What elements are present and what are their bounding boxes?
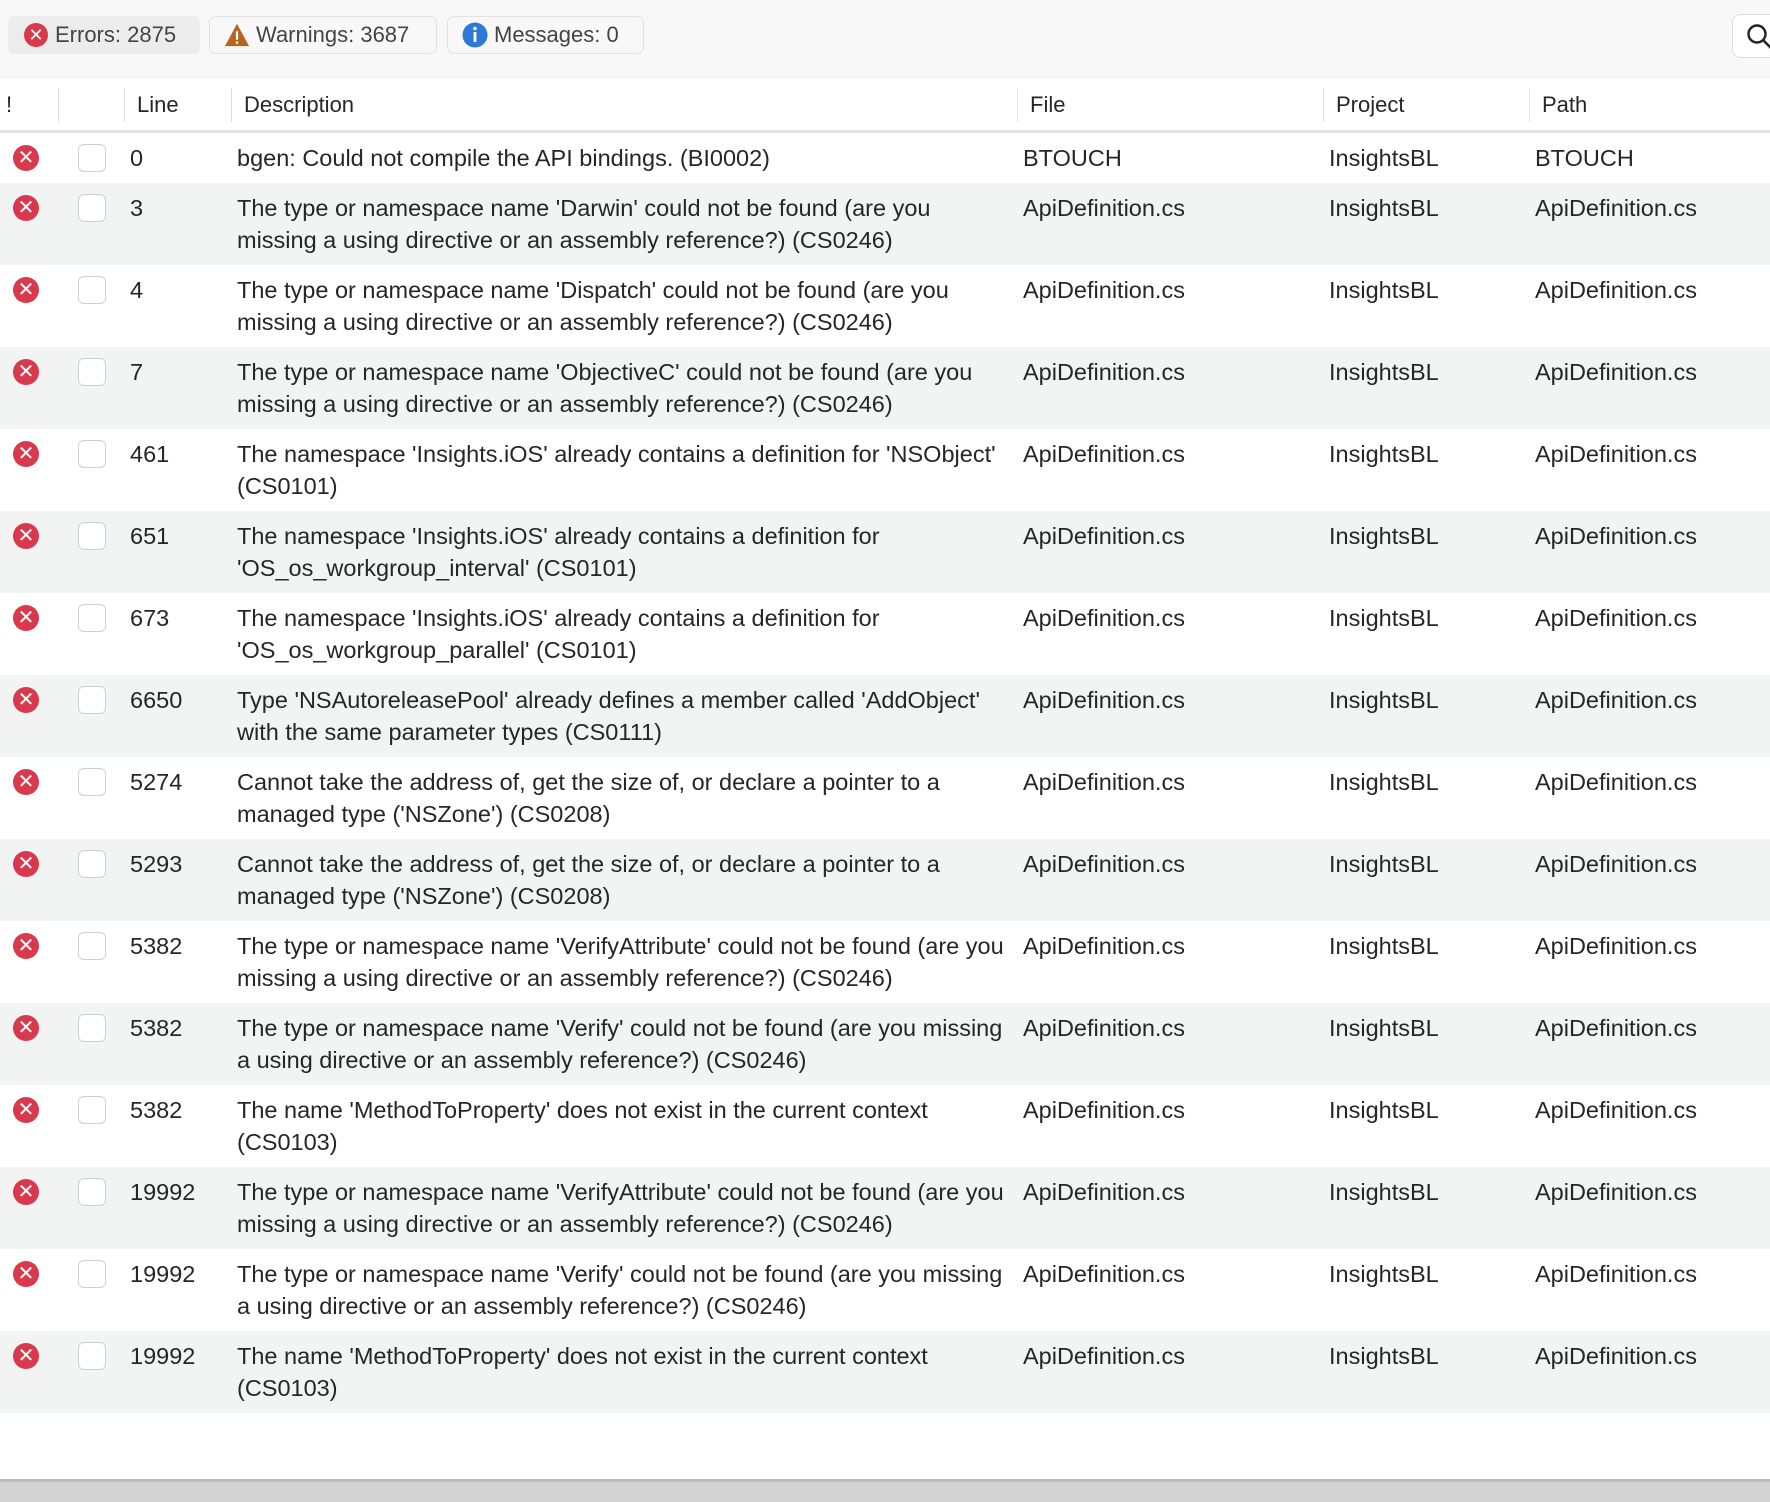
- description-cell: The namespace 'Insights.iOS' already contains a definition for 'NSObject' (CS0101): [237, 441, 996, 499]
- project-cell: InsightsBL: [1329, 1097, 1439, 1123]
- file-cell: ApiDefinition.cs: [1023, 1179, 1185, 1205]
- description-cell: The type or namespace name 'Dispatch' could not be found (are you missing a using directive or an assembly reference?) (CS0246): [237, 277, 949, 335]
- error-icon: ✕: [13, 687, 39, 713]
- project-cell: InsightsBL: [1329, 277, 1439, 303]
- line-cell: 5293: [130, 851, 183, 877]
- file-cell: ApiDefinition.cs: [1023, 1015, 1185, 1041]
- column-header-severity[interactable]: !: [6, 91, 13, 117]
- path-cell: ApiDefinition.cs: [1535, 1261, 1697, 1287]
- line-cell: 673: [130, 605, 170, 631]
- error-icon: ✕: [13, 769, 39, 795]
- row-checkbox[interactable]: [78, 1260, 106, 1288]
- error-icon: ✕: [13, 441, 39, 467]
- line-cell: 5382: [130, 1015, 183, 1041]
- row-checkbox[interactable]: [78, 358, 106, 386]
- error-icon: ✕: [13, 1097, 39, 1123]
- file-cell: BTOUCH: [1023, 145, 1122, 171]
- checkbox-cell: [58, 848, 124, 912]
- search-button[interactable]: [1732, 14, 1770, 58]
- table-row[interactable]: [0, 757, 1770, 839]
- path-cell: ApiDefinition.cs: [1535, 687, 1697, 713]
- column-header-file[interactable]: File: [1017, 88, 1323, 122]
- checkbox-cell: [58, 274, 124, 338]
- checkbox-cell: [58, 684, 124, 748]
- table-row[interactable]: [0, 1331, 1770, 1413]
- file-cell: ApiDefinition.cs: [1023, 1097, 1185, 1123]
- table-row[interactable]: [0, 1085, 1770, 1167]
- line-cell: 4: [130, 277, 144, 303]
- row-checkbox[interactable]: [78, 194, 106, 222]
- file-cell: ApiDefinition.cs: [1023, 195, 1185, 221]
- error-icon: ✕: [13, 851, 39, 877]
- project-cell: InsightsBL: [1329, 1015, 1439, 1041]
- info-icon: [462, 22, 488, 48]
- horizontal-scrollbar[interactable]: [0, 1479, 1770, 1502]
- line-cell: 461: [130, 441, 170, 467]
- project-cell: InsightsBL: [1329, 359, 1439, 385]
- project-cell: InsightsBL: [1329, 1261, 1439, 1287]
- checkbox-cell: [58, 1258, 124, 1322]
- error-icon: ✕: [13, 277, 39, 303]
- line-cell: 5274: [130, 769, 183, 795]
- description-cell: The type or namespace name 'VerifyAttribute' could not be found (are you missing a using directive or an assembly reference?) (CS0246): [237, 1179, 1004, 1237]
- row-checkbox[interactable]: [78, 932, 106, 960]
- severity-cell: [0, 520, 58, 584]
- checkbox-cell: [58, 356, 124, 420]
- severity-cell: [0, 274, 58, 338]
- checkbox-cell: [58, 1094, 124, 1158]
- row-checkbox[interactable]: [78, 1014, 106, 1042]
- row-checkbox[interactable]: [78, 604, 106, 632]
- file-cell: ApiDefinition.cs: [1023, 277, 1185, 303]
- project-cell: InsightsBL: [1329, 687, 1439, 713]
- error-icon: ✕: [13, 359, 39, 385]
- row-checkbox[interactable]: [78, 768, 106, 796]
- severity-cell: [0, 602, 58, 666]
- line-cell: 651: [130, 523, 170, 549]
- path-cell: ApiDefinition.cs: [1535, 1097, 1697, 1123]
- severity-cell: [0, 192, 58, 256]
- severity-cell: [0, 766, 58, 830]
- line-cell: 5382: [130, 933, 183, 959]
- file-cell: ApiDefinition.cs: [1023, 933, 1185, 959]
- checkbox-cell: [58, 520, 124, 584]
- description-cell: The type or namespace name 'Verify' could not be found (are you missing a using directive or an assembly reference?) (CS0246): [237, 1261, 1003, 1319]
- errors-count: Errors: 2875: [55, 22, 177, 47]
- severity-cell: [0, 438, 58, 502]
- description-cell: Cannot take the address of, get the size of, or declare a pointer to a managed type ('NSZone') (CS0208): [237, 769, 940, 827]
- error-icon: ✕: [13, 1015, 39, 1041]
- error-icon: ✕: [13, 1179, 39, 1205]
- table-row[interactable]: [0, 675, 1770, 757]
- checkbox-cell: [58, 930, 124, 994]
- severity-cell: [0, 356, 58, 420]
- description-cell: Type 'NSAutoreleasePool' already defines a member called 'AddObject' with the same parameter types (CS0111): [237, 687, 980, 745]
- description-cell: The type or namespace name 'ObjectiveC' could not be found (are you missing a using directive or an assembly reference?) (CS0246): [237, 359, 973, 417]
- file-cell: ApiDefinition.cs: [1023, 1343, 1185, 1369]
- file-cell: ApiDefinition.cs: [1023, 687, 1185, 713]
- row-checkbox[interactable]: [78, 1096, 106, 1124]
- error-table-body: [0, 133, 1770, 1413]
- error-icon: ✕: [13, 1343, 39, 1369]
- row-checkbox[interactable]: [78, 850, 106, 878]
- search-icon: [1745, 22, 1770, 52]
- path-cell: ApiDefinition.cs: [1535, 441, 1697, 467]
- file-cell: ApiDefinition.cs: [1023, 769, 1185, 795]
- column-header-checkbox[interactable]: [58, 88, 124, 122]
- file-cell: ApiDefinition.cs: [1023, 359, 1185, 385]
- project-cell: InsightsBL: [1329, 851, 1439, 877]
- table-row[interactable]: [0, 429, 1770, 511]
- path-cell: ApiDefinition.cs: [1535, 769, 1697, 795]
- error-icon: ✕: [13, 145, 39, 171]
- project-cell: InsightsBL: [1329, 769, 1439, 795]
- description-cell: The name 'MethodToProperty' does not exist in the current context (CS0103): [237, 1343, 928, 1401]
- project-cell: InsightsBL: [1329, 1179, 1439, 1205]
- path-cell: ApiDefinition.cs: [1535, 1343, 1697, 1369]
- path-cell: ApiDefinition.cs: [1535, 605, 1697, 631]
- description-cell: The type or namespace name 'Darwin' could not be found (are you missing a using directive or an assembly reference?) (CS0246): [237, 195, 931, 253]
- line-cell: 6650: [130, 687, 183, 713]
- file-cell: ApiDefinition.cs: [1023, 1261, 1185, 1287]
- description-cell: The type or namespace name 'Verify' could not be found (are you missing a using directive or an assembly reference?) (CS0246): [237, 1015, 1003, 1073]
- table-row[interactable]: [0, 1003, 1770, 1085]
- path-cell: ApiDefinition.cs: [1535, 851, 1697, 877]
- table-header: [0, 79, 1770, 133]
- checkbox-cell: [58, 1012, 124, 1076]
- severity-cell: [0, 142, 58, 174]
- error-list-toolbar: [0, 0, 1770, 79]
- severity-cell: [0, 1258, 58, 1322]
- warnings-count: Warnings: 3687: [256, 22, 410, 47]
- severity-cell: [0, 684, 58, 748]
- checkbox-cell: [58, 766, 124, 830]
- severity-cell: [0, 930, 58, 994]
- description-cell: The name 'MethodToProperty' does not exist in the current context (CS0103): [237, 1097, 928, 1155]
- project-cell: InsightsBL: [1329, 523, 1439, 549]
- path-cell: ApiDefinition.cs: [1535, 195, 1697, 221]
- table-row[interactable]: [0, 593, 1770, 675]
- column-header-description[interactable]: Description: [231, 88, 1017, 122]
- severity-cell: [0, 848, 58, 912]
- line-cell: 7: [130, 359, 144, 385]
- checkbox-cell: [58, 602, 124, 666]
- table-row[interactable]: [0, 347, 1770, 429]
- description-cell: The namespace 'Insights.iOS' already contains a definition for 'OS_os_workgroup_parallel' (CS0101): [237, 605, 880, 663]
- row-checkbox[interactable]: [78, 1178, 106, 1206]
- row-checkbox[interactable]: [78, 440, 106, 468]
- line-cell: 3: [130, 195, 144, 221]
- project-cell: InsightsBL: [1329, 1343, 1439, 1369]
- line-cell: 19992: [130, 1343, 196, 1369]
- checkbox-cell: [58, 1176, 124, 1240]
- table-row[interactable]: [0, 1167, 1770, 1249]
- row-checkbox[interactable]: [78, 276, 106, 304]
- severity-cell: [0, 1176, 58, 1240]
- row-checkbox[interactable]: [78, 686, 106, 714]
- column-header-path[interactable]: Path: [1529, 88, 1770, 122]
- table-row[interactable]: [0, 1249, 1770, 1331]
- table-row[interactable]: [0, 133, 1770, 183]
- path-cell: ApiDefinition.cs: [1535, 359, 1697, 385]
- severity-cell: [0, 1340, 58, 1404]
- error-icon: ✕: [23, 22, 49, 48]
- description-cell: The type or namespace name 'VerifyAttribute' could not be found (are you missing a using directive or an assembly reference?) (CS0246): [237, 933, 1004, 991]
- error-icon: ✕: [13, 933, 39, 959]
- description-cell: bgen: Could not compile the API bindings. (BI0002): [237, 145, 771, 171]
- description-cell: The namespace 'Insights.iOS' already contains a definition for 'OS_os_workgroup_interval' (CS0101): [237, 523, 880, 581]
- file-cell: ApiDefinition.cs: [1023, 441, 1185, 467]
- table-row[interactable]: [0, 183, 1770, 265]
- table-row[interactable]: [0, 265, 1770, 347]
- line-cell: 5382: [130, 1097, 183, 1123]
- severity-cell: [0, 1094, 58, 1158]
- path-cell: ApiDefinition.cs: [1535, 277, 1697, 303]
- checkbox-cell: [58, 438, 124, 502]
- line-cell: 19992: [130, 1179, 196, 1205]
- project-cell: InsightsBL: [1329, 605, 1439, 631]
- error-icon: ✕: [13, 523, 39, 549]
- path-cell: ApiDefinition.cs: [1535, 933, 1697, 959]
- description-cell: Cannot take the address of, get the size of, or declare a pointer to a managed type ('NSZone') (CS0208): [237, 851, 940, 909]
- line-cell: 0: [130, 145, 144, 171]
- severity-cell: [0, 1012, 58, 1076]
- table-row[interactable]: [0, 921, 1770, 1003]
- project-cell: InsightsBL: [1329, 933, 1439, 959]
- row-checkbox[interactable]: [78, 144, 106, 172]
- error-icon: ✕: [13, 195, 39, 221]
- errors-filter-button[interactable]: [8, 16, 200, 54]
- table-row[interactable]: [0, 511, 1770, 593]
- column-header-project[interactable]: Project: [1323, 88, 1529, 122]
- table-row[interactable]: [0, 839, 1770, 921]
- file-cell: ApiDefinition.cs: [1023, 523, 1185, 549]
- line-cell: 19992: [130, 1261, 196, 1287]
- path-cell: ApiDefinition.cs: [1535, 1015, 1697, 1041]
- project-cell: InsightsBL: [1329, 441, 1439, 467]
- checkbox-cell: [58, 192, 124, 256]
- error-icon: ✕: [13, 605, 39, 631]
- warning-icon: [224, 22, 250, 48]
- row-checkbox[interactable]: [78, 1342, 106, 1370]
- messages-count: Messages: 0: [494, 22, 619, 47]
- project-cell: InsightsBL: [1329, 195, 1439, 221]
- column-header-line[interactable]: Line: [124, 88, 231, 122]
- warnings-filter-button[interactable]: [209, 16, 437, 54]
- messages-filter-button[interactable]: [447, 16, 644, 54]
- path-cell: ApiDefinition.cs: [1535, 1179, 1697, 1205]
- file-cell: ApiDefinition.cs: [1023, 851, 1185, 877]
- path-cell: ApiDefinition.cs: [1535, 523, 1697, 549]
- project-cell: InsightsBL: [1329, 145, 1439, 171]
- checkbox-cell: [58, 1340, 124, 1404]
- checkbox-cell: [58, 142, 124, 174]
- row-checkbox[interactable]: [78, 522, 106, 550]
- file-cell: ApiDefinition.cs: [1023, 605, 1185, 631]
- path-cell: BTOUCH: [1535, 145, 1634, 171]
- error-icon: ✕: [13, 1261, 39, 1287]
